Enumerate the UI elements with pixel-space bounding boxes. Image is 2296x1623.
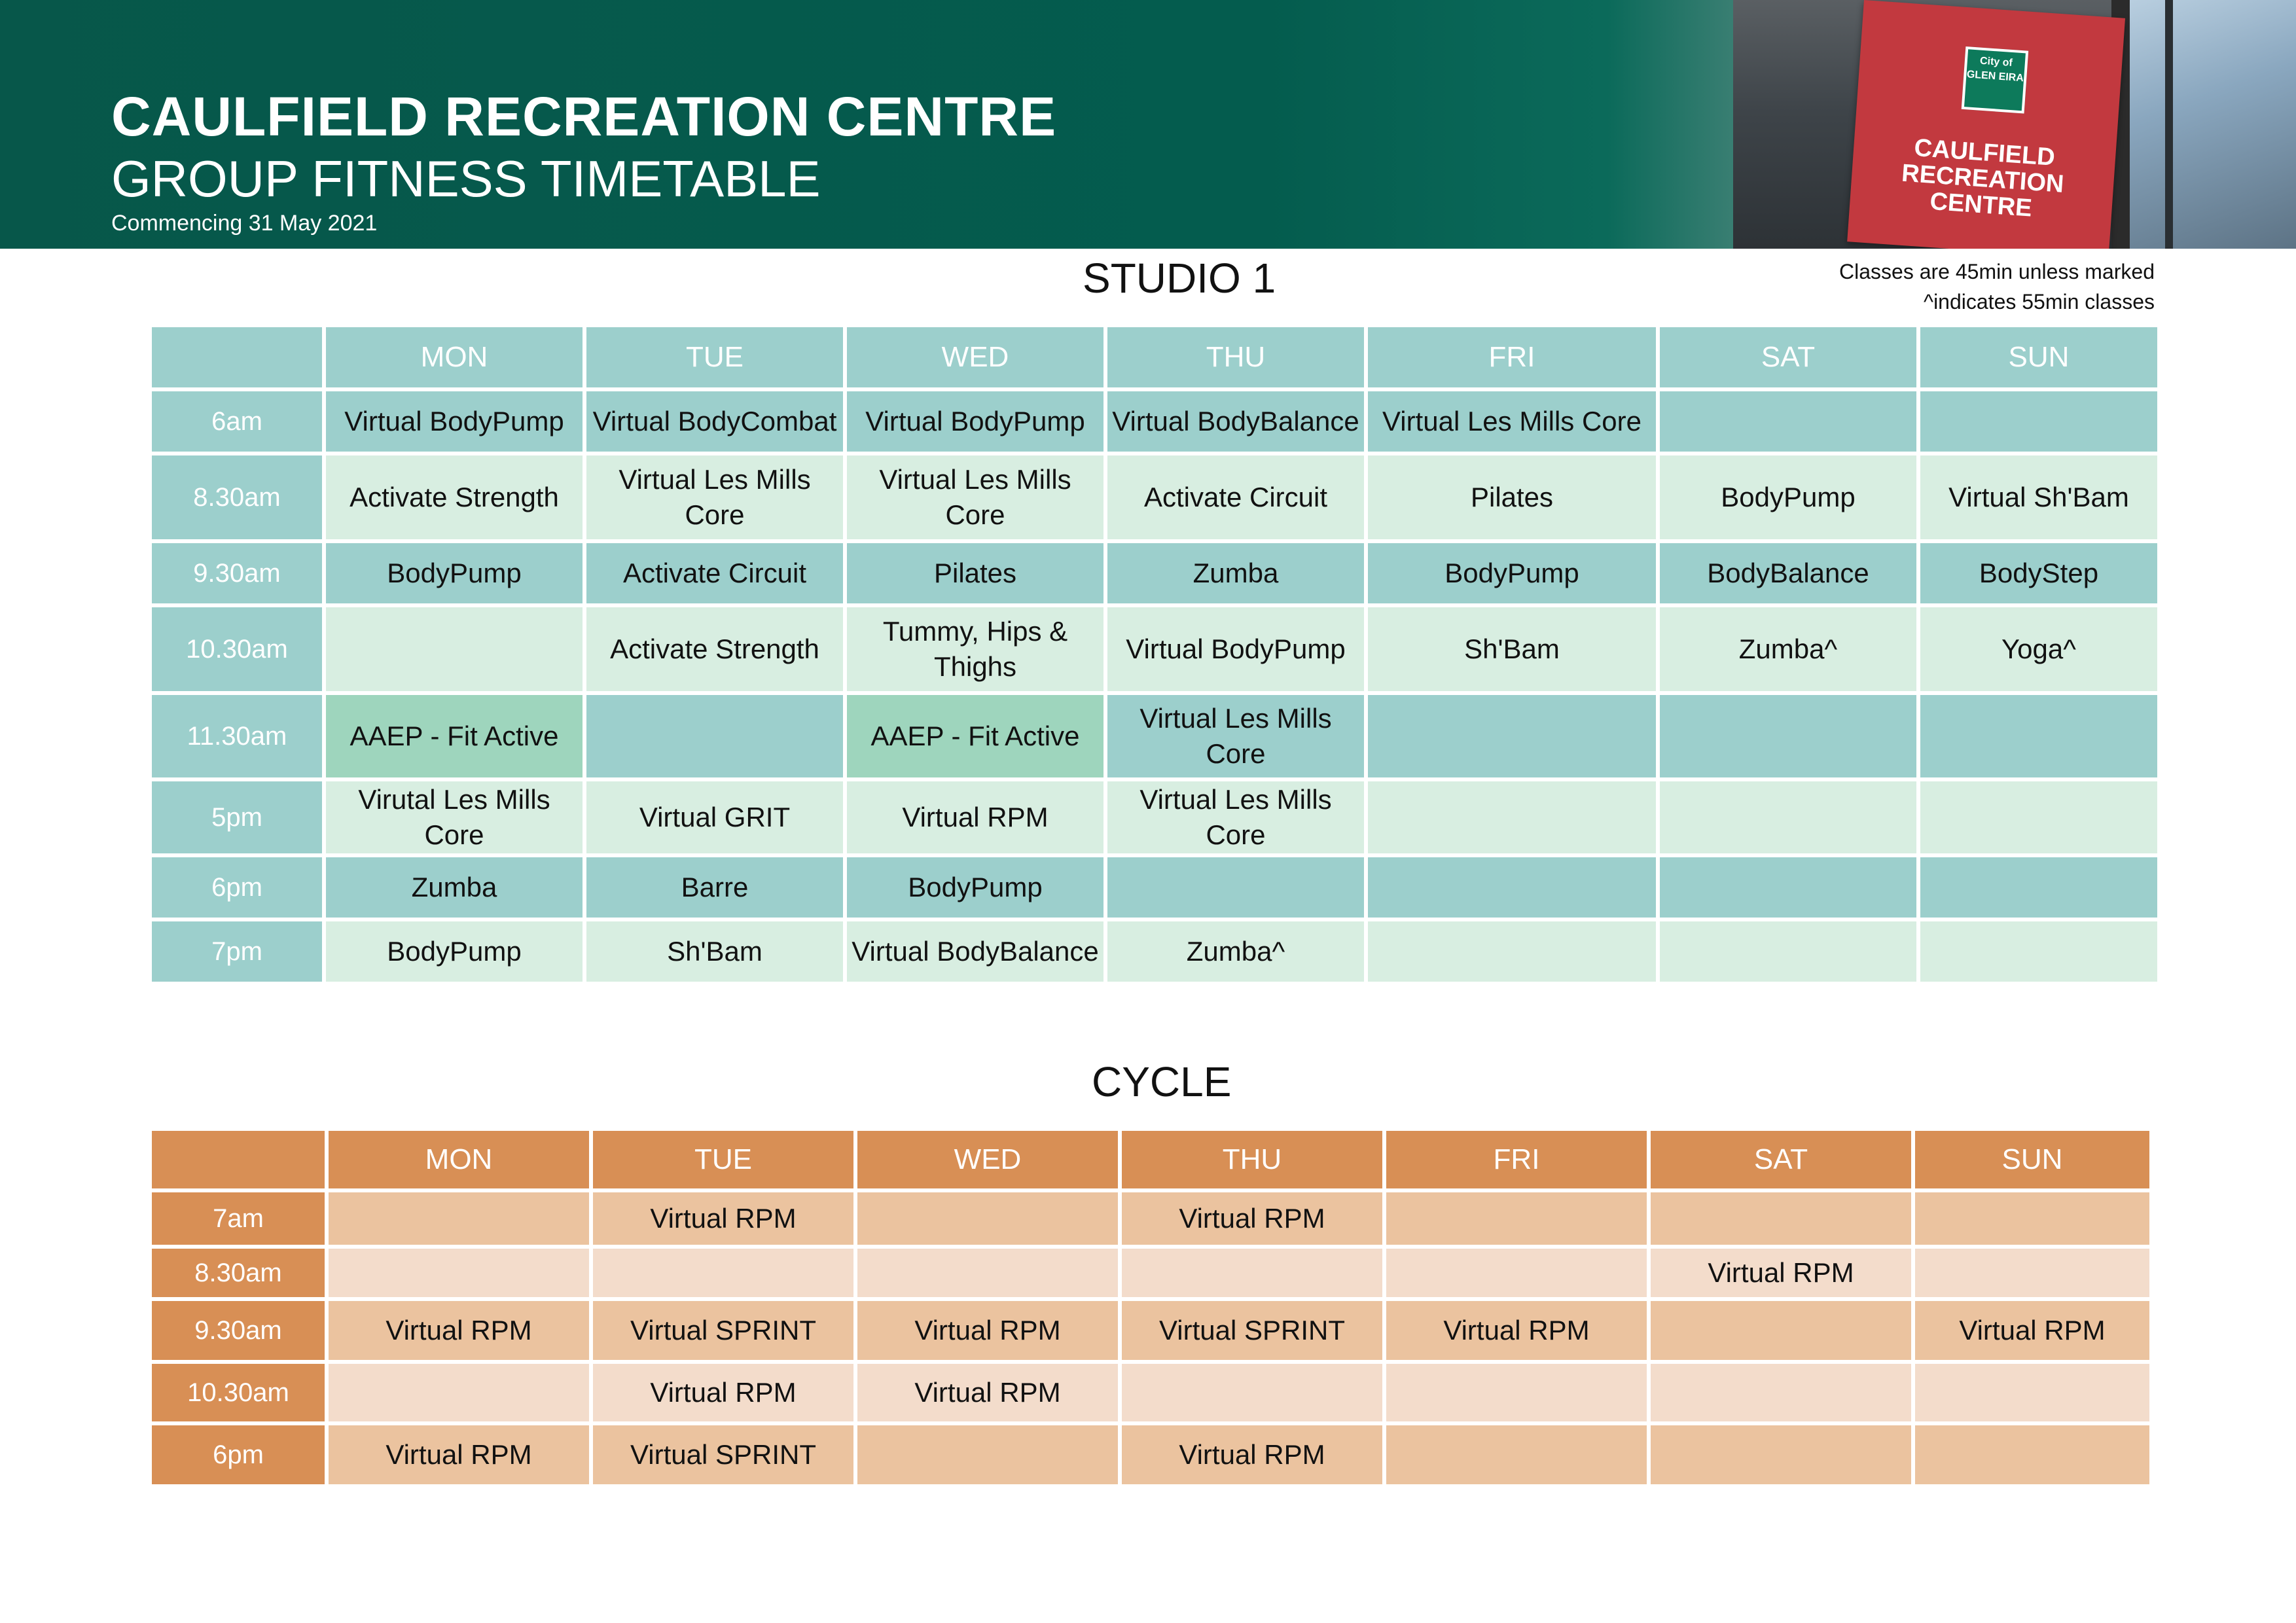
time-cell: 8.30am xyxy=(152,455,322,539)
class-cell: Virtual BodyBalance xyxy=(1107,391,1364,452)
class-cell xyxy=(857,1425,1118,1484)
class-cell xyxy=(1368,695,1656,777)
page-subtitle: GROUP FITNESS TIMETABLE xyxy=(111,150,821,207)
class-cell: Virtual RPM xyxy=(857,1301,1118,1360)
table-row xyxy=(152,1192,2149,1245)
time-cell: 9.30am xyxy=(152,1301,325,1360)
class-cell: Virtual BodyCombat xyxy=(586,391,843,452)
class-duration-note xyxy=(1839,257,2155,317)
class-cell: BodyPump xyxy=(326,921,583,982)
class-cell xyxy=(326,607,583,691)
day-header: THU xyxy=(1122,1131,1382,1188)
class-cell: Zumba^ xyxy=(1660,607,1916,691)
class-cell xyxy=(1368,781,1656,853)
table-row xyxy=(152,1301,2149,1360)
class-cell xyxy=(1386,1364,1647,1421)
class-cell: Zumba xyxy=(326,857,583,918)
class-cell: Virtual RPM xyxy=(593,1192,853,1245)
table-row xyxy=(152,695,2157,777)
time-cell: 7am xyxy=(152,1192,325,1245)
class-cell: Virtual RPM xyxy=(857,1364,1118,1421)
class-cell: Virtual Les Mills Core xyxy=(847,455,1103,539)
class-cell: Virtual SPRINT xyxy=(593,1301,853,1360)
class-cell: BodyBalance xyxy=(1660,543,1916,603)
class-cell: Tummy, Hips & Thighs xyxy=(847,607,1103,691)
class-cell: Virtual RPM xyxy=(1122,1425,1382,1484)
class-cell: Virtual BodyPump xyxy=(847,391,1103,452)
time-cell: 7pm xyxy=(152,921,322,982)
day-header: WED xyxy=(857,1131,1118,1188)
class-cell: Virtual BodyPump xyxy=(1107,607,1364,691)
table-row xyxy=(152,543,2157,603)
class-cell xyxy=(593,1249,853,1297)
class-cell: Activate Strength xyxy=(586,607,843,691)
class-cell: AAEP - Fit Active xyxy=(847,695,1103,777)
class-cell: Activate Circuit xyxy=(586,543,843,603)
day-header: SUN xyxy=(1920,327,2157,387)
class-cell xyxy=(1920,391,2157,452)
class-cell: Barre xyxy=(586,857,843,918)
class-cell: Virtual RPM xyxy=(1122,1192,1382,1245)
photo-sign xyxy=(1847,0,2125,249)
table-row xyxy=(152,1364,2149,1421)
cycle-title: CYCLE xyxy=(1092,1058,1232,1105)
time-cell: 8.30am xyxy=(152,1249,325,1297)
corner-cell xyxy=(152,1131,325,1188)
table-row xyxy=(152,1249,2149,1297)
day-header: MON xyxy=(326,327,583,387)
class-cell: Sh'Bam xyxy=(586,921,843,982)
class-cell xyxy=(1660,391,1916,452)
class-cell xyxy=(1122,1364,1382,1421)
class-cell: Virtual BodyBalance xyxy=(847,921,1103,982)
class-cell xyxy=(1651,1364,1911,1421)
day-header: MON xyxy=(329,1131,589,1188)
class-cell: Virtual GRIT xyxy=(586,781,843,853)
class-cell xyxy=(1915,1425,2149,1484)
class-cell xyxy=(1386,1249,1647,1297)
table-row xyxy=(152,391,2157,452)
table-row xyxy=(152,857,2157,918)
class-cell: Virtual RPM xyxy=(847,781,1103,853)
class-cell xyxy=(1651,1301,1911,1360)
class-cell: BodyPump xyxy=(1660,455,1916,539)
class-cell xyxy=(1386,1192,1647,1245)
class-cell: Virtual SPRINT xyxy=(593,1425,853,1484)
class-cell: BodyPump xyxy=(847,857,1103,918)
class-cell: BodyPump xyxy=(1368,543,1656,603)
class-cell xyxy=(1915,1249,2149,1297)
class-cell: Virtual Sh'Bam xyxy=(1920,455,2157,539)
corner-cell xyxy=(152,327,322,387)
table-row xyxy=(152,607,2157,691)
class-cell xyxy=(1915,1192,2149,1245)
class-cell: Activate Strength xyxy=(326,455,583,539)
class-cell xyxy=(329,1364,589,1421)
class-cell xyxy=(329,1249,589,1297)
class-cell xyxy=(1651,1192,1911,1245)
class-cell: Sh'Bam xyxy=(1368,607,1656,691)
class-cell xyxy=(586,695,843,777)
day-header: SAT xyxy=(1651,1131,1911,1188)
time-cell: 6pm xyxy=(152,1425,325,1484)
page-title: CAULFIELD RECREATION CENTRE xyxy=(111,86,1057,147)
table-row xyxy=(152,455,2157,539)
class-cell: Virtual Les Mills Core xyxy=(1107,781,1364,853)
class-cell xyxy=(329,1192,589,1245)
class-cell xyxy=(1368,857,1656,918)
building-photo xyxy=(1733,0,2296,249)
table-row xyxy=(152,1425,2149,1484)
class-cell: Virtual RPM xyxy=(1651,1249,1911,1297)
note-line-1: Classes are 45min unless marked xyxy=(1839,260,2155,283)
class-cell xyxy=(1920,857,2157,918)
class-cell: Virtual Les Mills Core xyxy=(1107,695,1364,777)
time-cell: 6pm xyxy=(152,857,322,918)
time-cell: 10.30am xyxy=(152,607,322,691)
class-cell: Yoga^ xyxy=(1920,607,2157,691)
class-cell xyxy=(1386,1425,1647,1484)
studio-title: STUDIO 1 xyxy=(1083,255,1276,302)
class-cell xyxy=(1920,781,2157,853)
class-cell: Virtual Les Mills Core xyxy=(586,455,843,539)
class-cell: BodyStep xyxy=(1920,543,2157,603)
class-cell xyxy=(1660,857,1916,918)
class-cell: Pilates xyxy=(1368,455,1656,539)
class-cell: Virtual Les Mills Core xyxy=(1368,391,1656,452)
commencing-date: Commencing 31 May 2021 xyxy=(111,211,378,236)
class-cell xyxy=(1660,695,1916,777)
time-cell: 5pm xyxy=(152,781,322,853)
cycle-timetable xyxy=(148,1127,2153,1488)
table-row xyxy=(152,921,2157,982)
note-line-2: ^indicates 55min classes xyxy=(1924,290,2155,313)
class-cell xyxy=(1915,1364,2149,1421)
sign-text: CAULFIELD RECREATION CENTRE xyxy=(1900,134,2065,223)
class-cell xyxy=(1651,1425,1911,1484)
class-cell xyxy=(1107,857,1364,918)
glen-eira-logo: City of GLEN EIRA xyxy=(1962,46,2028,113)
studio-header-row xyxy=(152,327,2157,387)
class-cell: Virtual RPM xyxy=(329,1301,589,1360)
class-cell: AAEP - Fit Active xyxy=(326,695,583,777)
class-cell: Pilates xyxy=(847,543,1103,603)
day-header: TUE xyxy=(586,327,843,387)
time-cell: 11.30am xyxy=(152,695,322,777)
class-cell: Zumba^ xyxy=(1107,921,1364,982)
time-cell: 9.30am xyxy=(152,543,322,603)
class-cell: BodyPump xyxy=(326,543,583,603)
class-cell xyxy=(1660,921,1916,982)
time-cell: 10.30am xyxy=(152,1364,325,1421)
class-cell xyxy=(1920,695,2157,777)
class-cell xyxy=(1660,781,1916,853)
photo-window xyxy=(2126,0,2296,249)
class-cell xyxy=(1920,921,2157,982)
day-header: FRI xyxy=(1368,327,1656,387)
class-cell: Virtual BodyPump xyxy=(326,391,583,452)
class-cell: Virtual RPM xyxy=(1915,1301,2149,1360)
day-header: TUE xyxy=(593,1131,853,1188)
class-cell: Virtual SPRINT xyxy=(1122,1301,1382,1360)
class-cell: Virtual RPM xyxy=(593,1364,853,1421)
photo-window-frame xyxy=(2165,0,2173,249)
day-header: SAT xyxy=(1660,327,1916,387)
table-row xyxy=(152,781,2157,853)
day-header: WED xyxy=(847,327,1103,387)
class-cell: Virtual RPM xyxy=(329,1425,589,1484)
day-header: THU xyxy=(1107,327,1364,387)
class-cell xyxy=(857,1249,1118,1297)
class-cell xyxy=(1368,921,1656,982)
cycle-header-row xyxy=(152,1131,2149,1188)
class-cell: Virtual RPM xyxy=(1386,1301,1647,1360)
studio-timetable xyxy=(148,323,2161,986)
day-header: SUN xyxy=(1915,1131,2149,1188)
header-banner xyxy=(0,0,2296,249)
time-cell: 6am xyxy=(152,391,322,452)
class-cell: Virutal Les Mills Core xyxy=(326,781,583,853)
class-cell xyxy=(1122,1249,1382,1297)
day-header: FRI xyxy=(1386,1131,1647,1188)
class-cell: Activate Circuit xyxy=(1107,455,1364,539)
class-cell: Zumba xyxy=(1107,543,1364,603)
class-cell xyxy=(857,1192,1118,1245)
